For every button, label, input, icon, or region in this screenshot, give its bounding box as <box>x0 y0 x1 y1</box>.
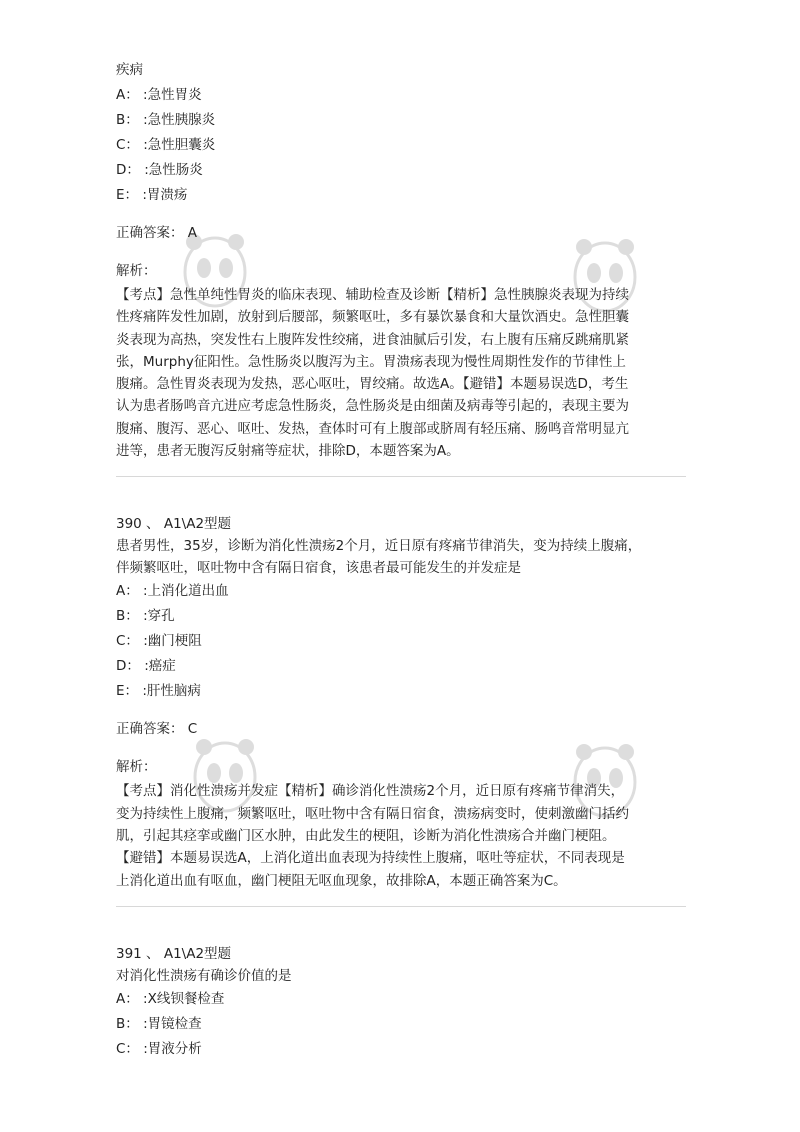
option-b: B： :胃镜检查 <box>116 1015 202 1032</box>
analysis-text <box>116 284 686 462</box>
option-c: C： :幽门梗阻 <box>116 633 202 650</box>
question-block-1 <box>116 58 686 462</box>
analysis-line: 炎表现为高热，突发性右上腹阵发性绞痛，进食油腻后引发，右上腹有压痛反跳痛肌紧 <box>116 331 629 348</box>
analysis-line: 腹痛。急性胃炎表现为发热，恶心呕吐，胃绞痛。故选A。【避错】本题易误选D，考生 <box>116 376 629 393</box>
analysis-line: 【考点】急性单纯性胃炎的临床表现、辅助检查及诊断【精析】急性胰腺炎表现为持续 <box>116 287 629 303</box>
analysis-line: 上消化道出血有呕血，幽门梗阻无呕血现象，故排除A，本题正确答案为C。 <box>116 872 567 889</box>
section-divider <box>116 476 686 477</box>
question-number: 390 、 A1\A2型题 <box>116 516 232 533</box>
question-block-390 <box>116 513 686 891</box>
option-b: B： :急性胰腺炎 <box>116 112 216 128</box>
analysis-label: 解析： <box>116 263 157 279</box>
analysis-line: 肌，引起其痉挛或幽门区水肿，由此发生的梗阻，诊断为消化性溃疡合并幽门梗阻。 <box>116 827 616 844</box>
analysis-line: 变为持续性上腹痛，频繁呕吐，呕吐物中含有隔日宿食，溃疡病变时，使刺激幽门括约 <box>116 805 629 822</box>
analysis-line: 进等，患者无腹泻反射痛等症状，排除D，本题答案为A。 <box>116 443 460 460</box>
option-d: D： :癌症 <box>116 658 176 675</box>
option-a: A： :上消化道出血 <box>116 583 229 600</box>
option-e: E： :胃溃疡 <box>116 187 188 203</box>
question-stem-line: 伴频繁呕吐，呕吐物中含有隔日宿食，该患者最可能发生的并发症是 <box>116 560 521 577</box>
option-e: E： :肝性脑病 <box>116 683 201 700</box>
question-stem-tail: 疾病 <box>116 62 143 78</box>
option-a: A： :急性胃炎 <box>116 87 202 103</box>
option-c: C： :胃液分析 <box>116 1040 202 1057</box>
question-stem-line: 患者男性，35岁，诊断为消化性溃疡2个月，近日原有疼痛节律消失，变为持续上腹痛， <box>116 538 642 555</box>
section-divider <box>116 906 686 907</box>
analysis-line: 腹痛、腹泻、恶心、呕吐、发热，查体时可有上腹部或脐周有轻压痛、肠鸣音常明显亢 <box>116 420 629 437</box>
analysis-line: 张，Murphy征阳性。急性肠炎以腹泻为主。胃溃疡表现为慢性周期性发作的节律性上 <box>116 353 626 370</box>
analysis-line: 【避错】本题易误选A，上消化道出血表现为持续性上腹痛，呕吐等症状，不同表现是 <box>116 850 625 867</box>
analysis-label: 解析： <box>116 759 157 776</box>
option-b: B： :穿孔 <box>116 608 175 625</box>
correct-answer: 正确答案： A <box>116 225 198 241</box>
option-c: C： :急性胆囊炎 <box>116 137 216 153</box>
question-block-391 <box>116 943 686 1062</box>
analysis-line: 性疼痛阵发性加剧，放射到后腰部，频繁呕吐，多有暴饮暴食和大量饮酒史。急性胆囊 <box>116 309 629 326</box>
analysis-text <box>116 780 686 891</box>
correct-answer: 正确答案： C <box>116 721 198 738</box>
option-a: A： :X线钡餐检查 <box>116 990 225 1007</box>
document-page <box>116 58 686 1062</box>
question-stem-line: 对消化性溃疡有确诊价值的是 <box>116 967 292 984</box>
option-d: D： :急性肠炎 <box>116 162 203 178</box>
analysis-line: 【考点】消化性溃疡并发症【精析】确诊消化性溃疡2个月，近日原有疼痛节律消失， <box>116 783 625 800</box>
analysis-line: 认为患者肠鸣音亢进应考虑急性肠炎，急性肠炎是由细菌及病毒等引起的，表现主要为 <box>116 398 629 415</box>
question-number: 391 、 A1\A2型题 <box>116 945 232 962</box>
